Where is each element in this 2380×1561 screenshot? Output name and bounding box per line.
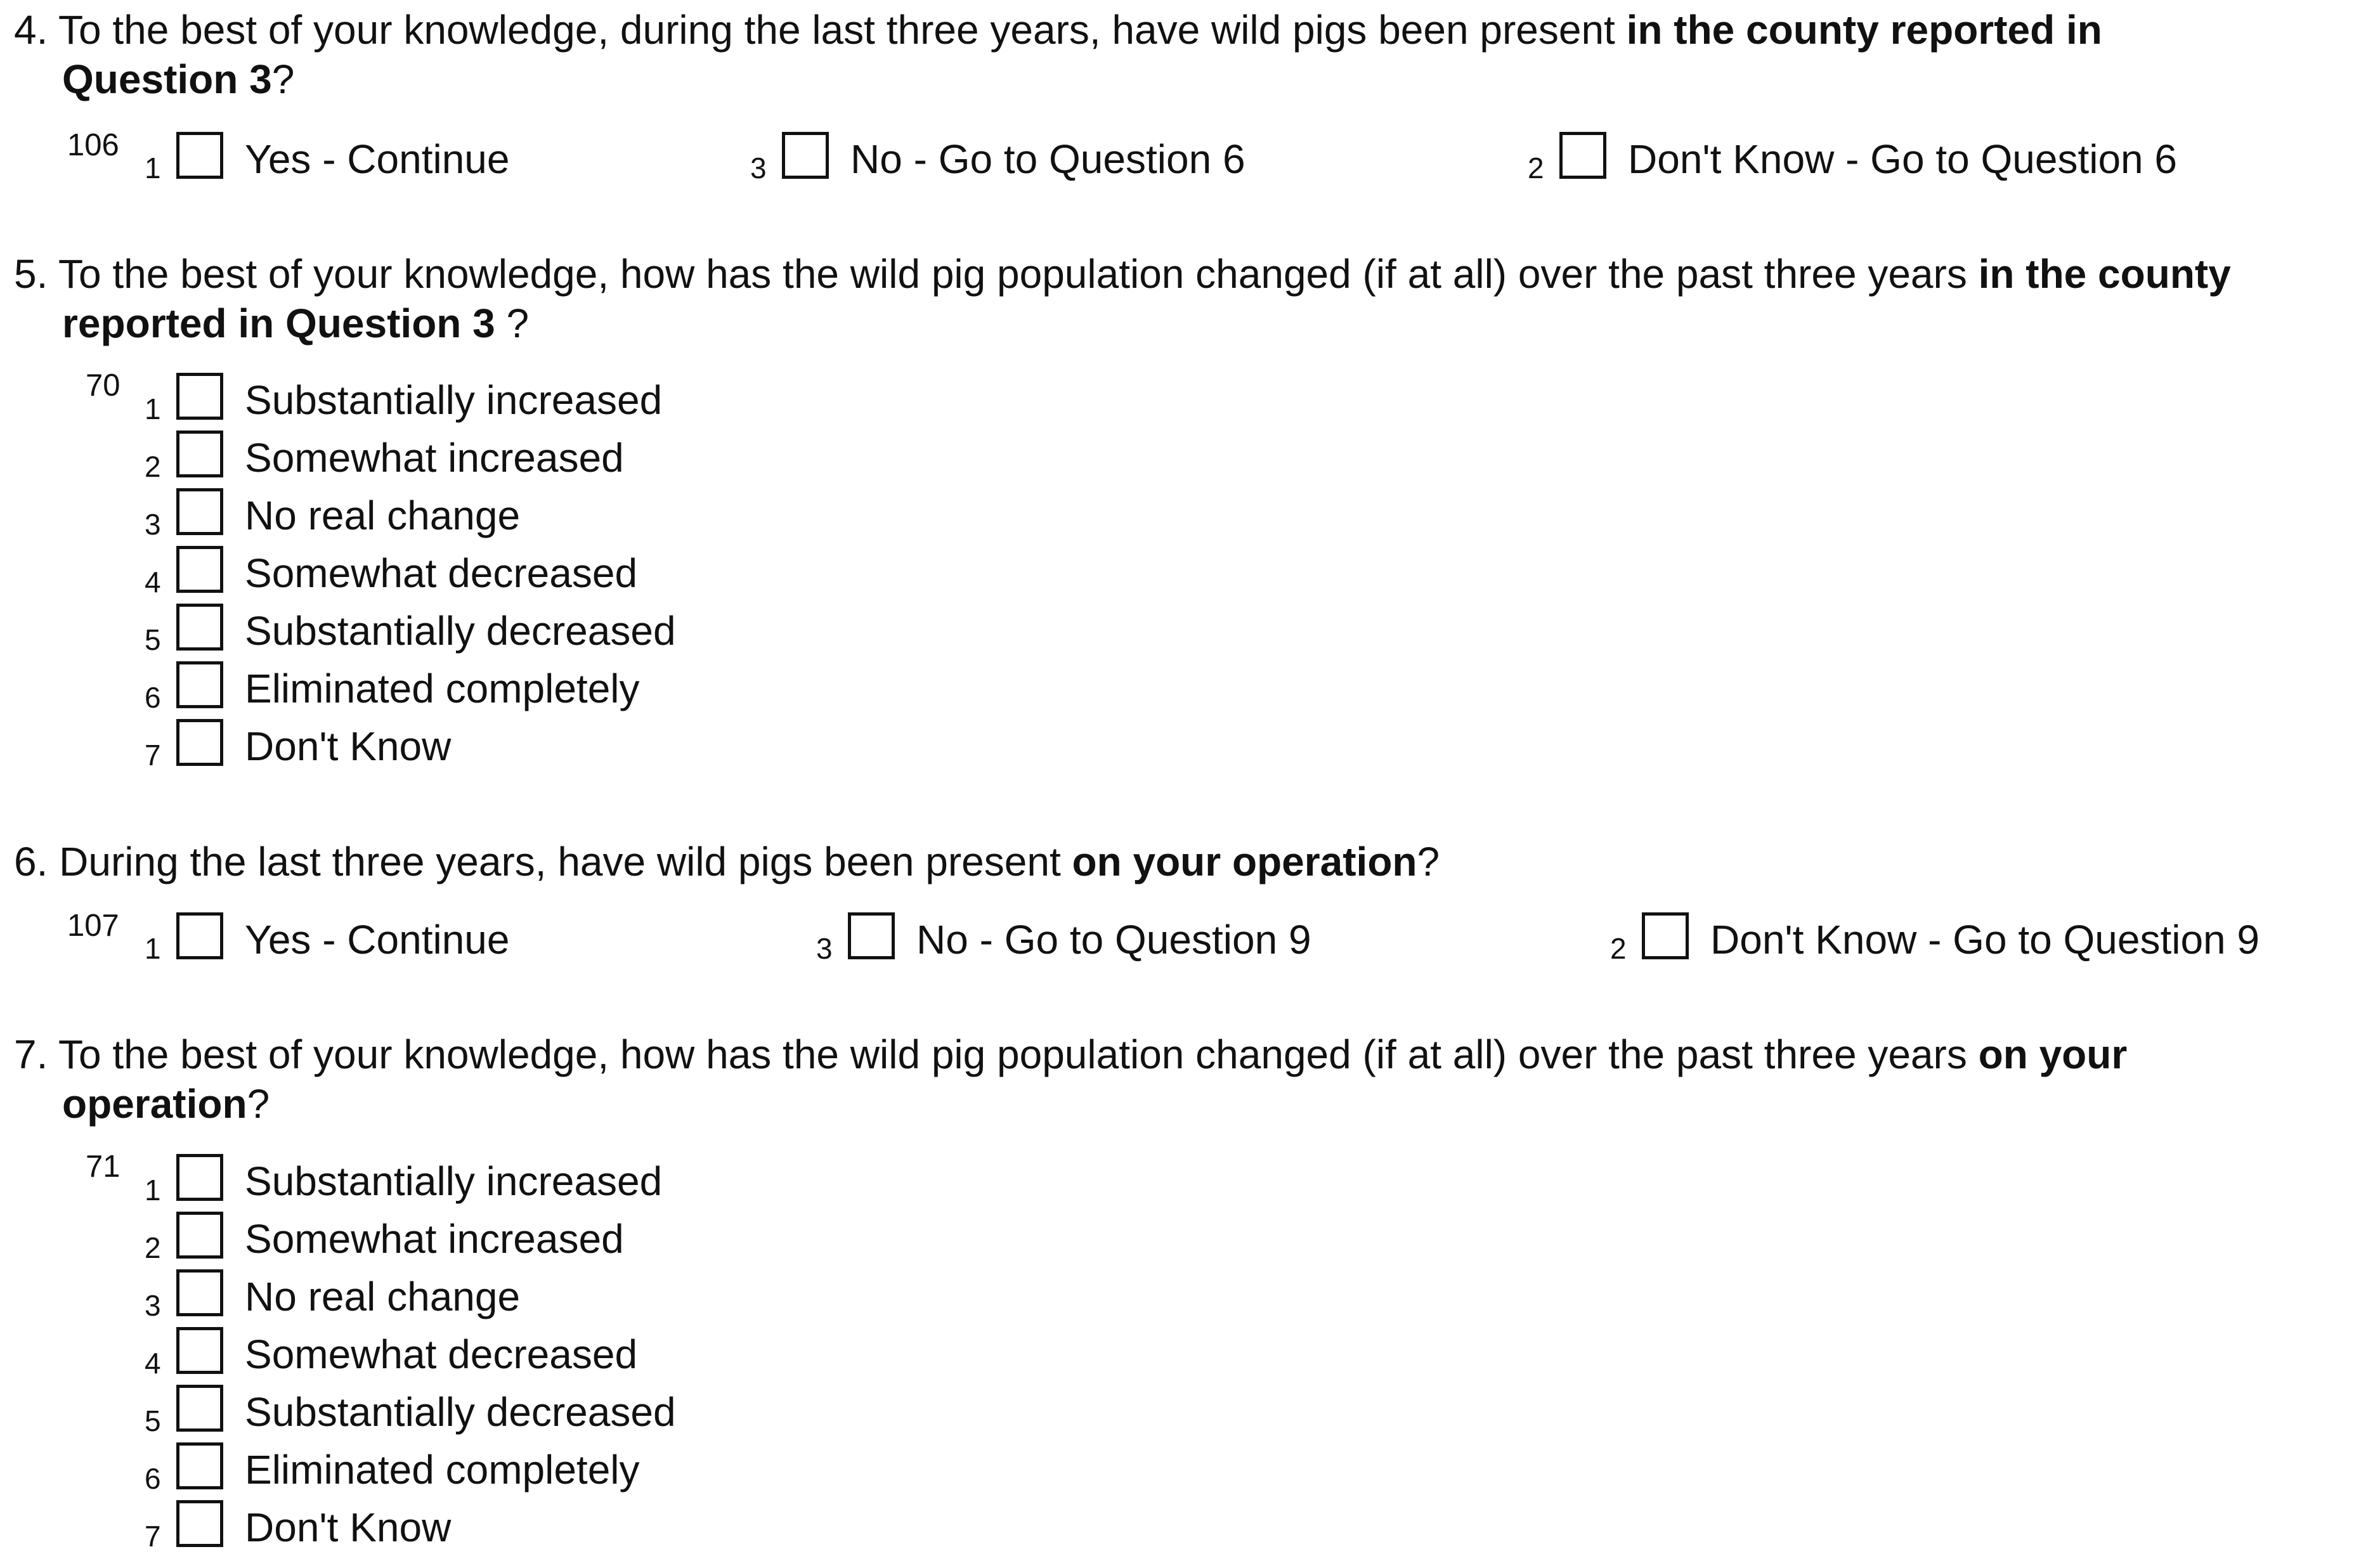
option-number: 6 [145,681,161,714]
q5-option-7[interactable] [145,719,779,772]
option-label: Somewhat increased [245,435,624,481]
option-label: Substantially increased [245,377,663,423]
q7-option-6[interactable] [145,1442,779,1495]
option-number: 1 [145,392,161,425]
option-number: 4 [145,1347,161,1380]
option-label: Eliminated completely [245,666,640,711]
question-6-text-end: ? [1417,839,1440,884]
question-7-text-end: ? [247,1081,270,1127]
checkbox[interactable] [176,1442,223,1489]
question-5-line-1 [14,249,2231,299]
question-7-text-normal: To the best of your knowledge, how has the wild pig population changed (if at all) over the past three years [58,1032,1979,1077]
checkbox[interactable] [782,132,829,179]
item-code-70: 70 [86,368,120,403]
q4-option-dont-know[interactable] [1528,132,2352,185]
q5-option-5[interactable] [145,604,779,656]
question-4-text-bold-2: Question 3 [62,56,272,102]
question-5-text-bold-2: reported in Question 3 [62,301,495,346]
option-number: 5 [145,623,161,656]
question-4-line-2 [14,55,2102,104]
checkbox[interactable] [176,1154,223,1201]
option-number: 7 [145,1520,161,1553]
question-7-text-bold-2: operation [62,1081,247,1127]
checkbox[interactable] [176,1385,223,1432]
option-label: Don't Know [245,1505,452,1550]
item-code-106: 106 [67,128,119,162]
option-number: 3 [816,932,833,965]
option-number: 2 [145,1231,161,1264]
option-label: Somewhat increased [245,1216,624,1262]
q5-option-3[interactable] [145,488,779,541]
question-4-text-end: ? [271,56,295,102]
option-number: 3 [145,1289,161,1322]
question-4-line-1 [14,5,2102,55]
q6-option-dont-know[interactable] [1610,912,2371,965]
option-number: 7 [145,739,161,772]
checkbox[interactable] [176,1500,223,1547]
q7-option-2[interactable] [145,1212,779,1264]
q7-option-4[interactable] [145,1327,779,1380]
checkbox[interactable] [176,1269,223,1316]
option-label: Don't Know - Go to Question 6 [1628,136,2177,182]
item-code-107: 107 [67,909,119,943]
q6-option-yes[interactable] [145,912,588,965]
question-7-number: 7. [14,1032,48,1077]
checkbox[interactable] [176,719,223,766]
q5-option-1[interactable] [145,373,779,425]
q4-option-no[interactable] [750,132,1321,185]
checkbox[interactable] [848,912,895,959]
option-label: Substantially decreased [245,608,676,654]
q7-option-3[interactable] [145,1269,779,1322]
question-5-text-normal: To the best of your knowledge, how has the wild pig population changed (if at all) over the past three years [58,251,1979,297]
checkbox[interactable] [176,604,223,651]
q7-option-7[interactable] [145,1500,779,1553]
option-label: Yes - Continue [245,917,510,962]
q7-option-5[interactable] [145,1385,779,1437]
option-label: No real change [245,493,521,538]
q6-option-no[interactable] [816,912,1387,965]
option-number: 6 [145,1462,161,1495]
option-number: 1 [145,152,161,185]
checkbox[interactable] [176,488,223,535]
option-label: Somewhat decreased [245,550,638,596]
question-6-line-1 [14,837,1440,886]
question-6-number: 6. [14,839,48,884]
option-number: 4 [145,566,161,599]
question-7-text-bold: on your [1978,1032,2128,1077]
checkbox[interactable] [176,1327,223,1374]
question-5-number: 5. [14,251,48,297]
option-number: 2 [1528,152,1544,185]
question-4-text-bold: in the county reported in [1626,7,2102,53]
q5-option-2[interactable] [145,431,779,483]
question-5-text [14,249,2231,348]
checkbox[interactable] [176,373,223,420]
option-label: No real change [245,1274,521,1319]
option-number: 5 [145,1404,161,1437]
option-label: Somewhat decreased [245,1331,638,1377]
option-number: 2 [145,450,161,483]
option-number: 2 [1610,932,1627,965]
option-number: 3 [750,152,767,185]
option-number: 1 [145,1174,161,1207]
option-label: Eliminated completely [245,1447,640,1493]
question-5-line-2 [14,299,2231,348]
option-number: 1 [145,932,161,965]
option-label: Don't Know [245,723,452,769]
checkbox[interactable] [176,431,223,477]
question-4-text-normal: To the best of your knowledge, during the last three years, have wild pigs been present [58,7,1627,53]
option-label: Don't Know - Go to Question 9 [1710,917,2260,962]
question-7-line-2 [14,1079,2127,1129]
question-6-text [14,837,1440,886]
checkbox[interactable] [176,132,223,179]
question-7-text [14,1030,2127,1129]
option-label: No - Go to Question 9 [916,917,1311,962]
question-5-text-end: ? [495,301,530,346]
checkbox[interactable] [176,546,223,593]
checkbox[interactable] [176,1212,223,1259]
question-4-number: 4. [14,7,48,53]
item-code-71: 71 [86,1150,120,1184]
question-6-text-normal: During the last three years, have wild pigs been present [59,839,1072,884]
question-4-text [14,5,2102,104]
checkbox[interactable] [1559,132,1606,179]
question-7-line-1 [14,1030,2127,1079]
q5-option-4[interactable] [145,546,779,599]
option-label: Yes - Continue [245,136,510,182]
q5-option-6[interactable] [145,661,779,714]
option-number: 3 [145,508,161,541]
q4-option-yes[interactable] [145,132,588,185]
question-6-text-bold: on your operation [1072,839,1417,884]
checkbox[interactable] [176,912,223,959]
q7-option-1[interactable] [145,1154,779,1207]
option-label: Substantially increased [245,1158,663,1204]
checkbox[interactable] [1642,912,1689,959]
option-label: No - Go to Question 6 [850,136,1245,182]
option-label: Substantially decreased [245,1389,676,1435]
question-5-text-bold: in the county [1978,251,2231,297]
checkbox[interactable] [176,661,223,708]
